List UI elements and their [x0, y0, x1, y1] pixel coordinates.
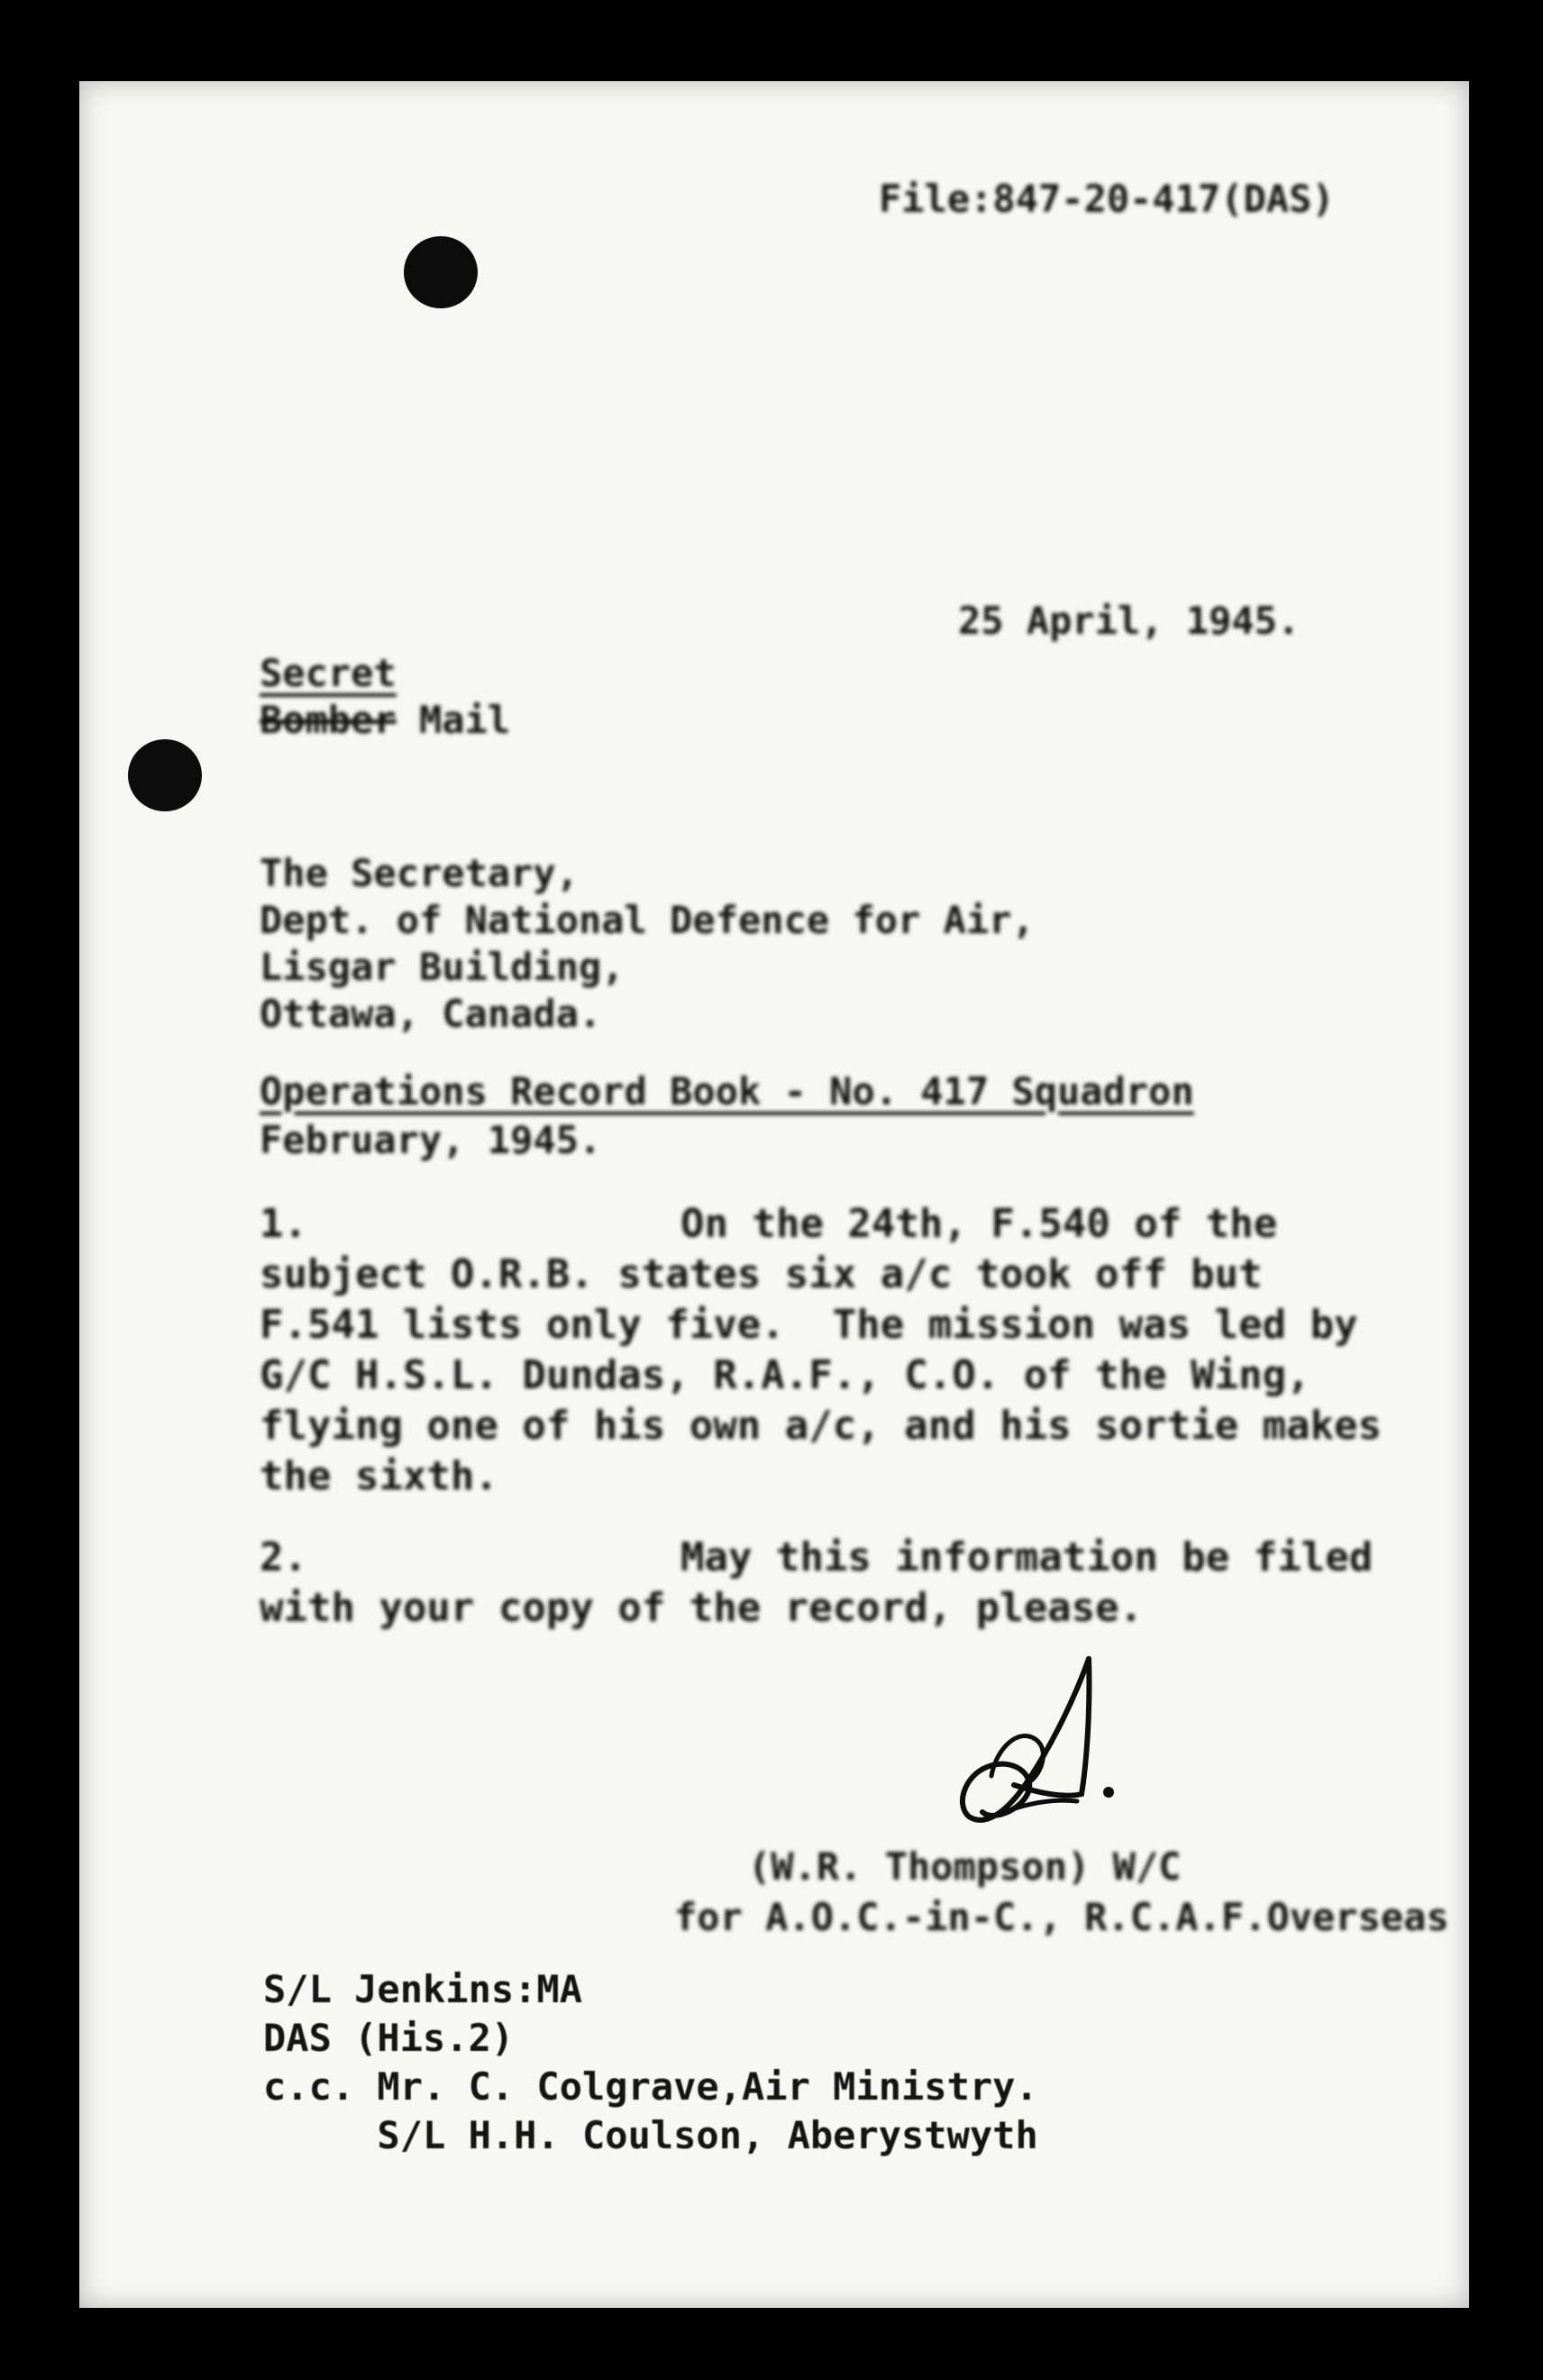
distribution-line-3: c.c. Mr. C. Colgrave,Air Ministry.: [263, 2064, 1038, 2109]
subject-line-2: February, 1945.: [260, 1118, 602, 1162]
address-line-3: Lisgar Building,: [260, 945, 625, 989]
signatory-for-line: for A.O.C.-in-C., R.C.A.F.Overseas: [674, 1895, 1449, 1939]
paragraph-1-line-3: F.541 lists only five. The mission was led by: [260, 1302, 1358, 1348]
classification-mail: [260, 698, 511, 742]
paragraph-1-line-2: subject O.R.B. states six a/c took off but: [260, 1251, 1263, 1297]
address-line-2: Dept. of National Defence for Air,: [260, 898, 1035, 942]
paragraph-1-line-6: the sixth.: [260, 1453, 498, 1499]
address-line-4: Ottawa, Canada.: [260, 992, 602, 1036]
mail-struck-word: Bomber: [260, 698, 397, 742]
paragraph-1-line-4: G/C H.S.L. Dundas, R.A.F., C.O. of the Wing,: [260, 1352, 1310, 1398]
signature: [928, 1641, 1127, 1848]
file-reference: File:847-20-417(DAS): [879, 177, 1335, 221]
distribution-line-2: DAS (His.2): [263, 2016, 515, 2060]
distribution-line-1: S/L Jenkins:MA: [263, 1967, 583, 2011]
punch-hole-bottom: [128, 739, 202, 811]
punch-hole-top: [404, 236, 478, 308]
paragraph-1-line-1: On the 24th, F.540 of the: [680, 1201, 1278, 1247]
paragraph-2-number: 2.: [260, 1534, 307, 1580]
paragraph-1-number: 1.: [260, 1201, 307, 1247]
paragraph-1-line-5: flying one of his own a/c, and his sortie makes: [260, 1403, 1383, 1449]
signatory-name: (W.R. Thompson) W/C: [748, 1844, 1182, 1889]
paragraph-2-line-2: with your copy of the record, please.: [260, 1585, 1144, 1631]
paragraph-2-line-1: May this information be filed: [680, 1534, 1374, 1580]
distribution-line-4: S/L H.H. Coulson, Aberystwyth: [263, 2113, 1038, 2157]
letter-date: 25 April, 1945.: [958, 599, 1301, 643]
address-line-1: The Secretary,: [260, 851, 580, 895]
classification-secret: Secret: [260, 651, 397, 695]
mail-word: Mail: [396, 698, 511, 742]
subject-line-1: Operations Record Book - No. 417 Squadron: [260, 1069, 1194, 1113]
